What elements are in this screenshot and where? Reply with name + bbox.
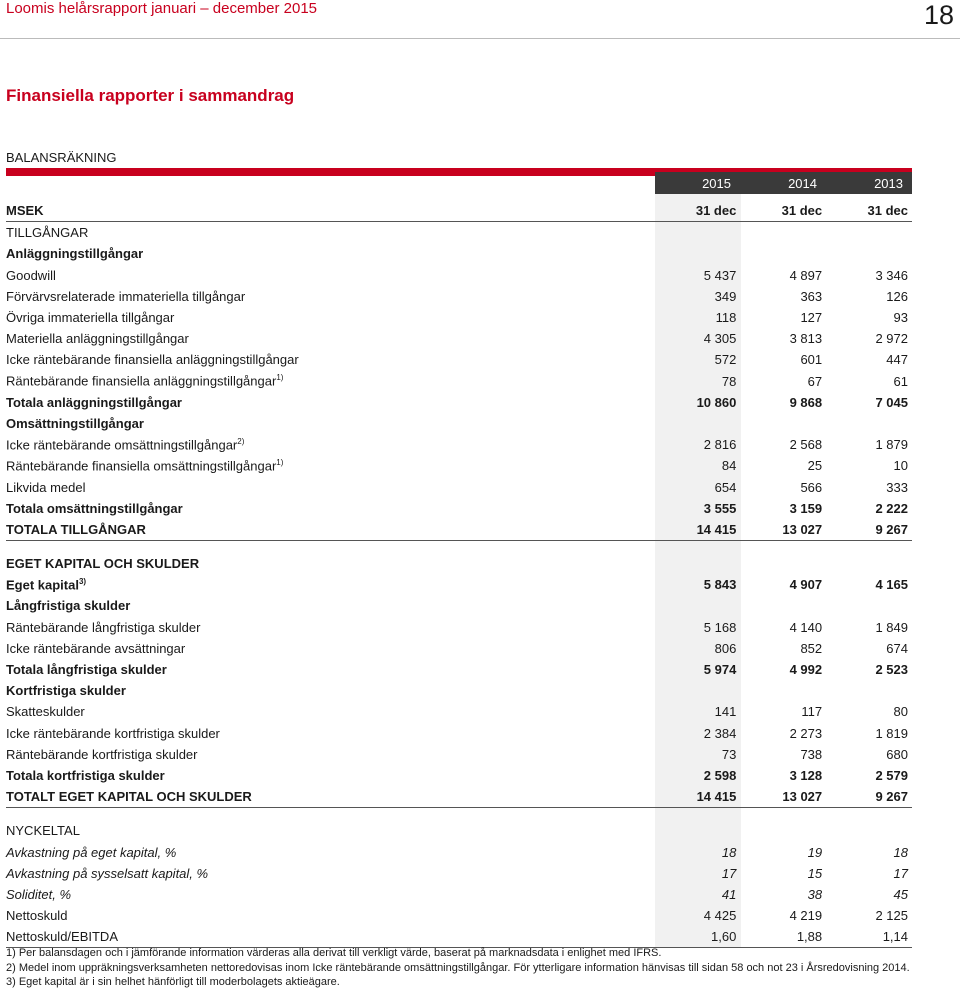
table-row xyxy=(6,498,912,519)
value-2014: 4 219 xyxy=(789,908,823,924)
row-label-text: Avkastning på sysselsatt kapital, % xyxy=(6,865,209,881)
value-2014: 25 xyxy=(807,458,823,474)
row-label xyxy=(6,519,655,541)
value-2013 xyxy=(826,553,912,574)
footnote-ref: 3) xyxy=(78,577,87,587)
value-2015: 572 xyxy=(714,352,737,368)
value-2013: 1,14 xyxy=(826,926,912,948)
table-row xyxy=(6,553,912,574)
value-2013: 126 xyxy=(886,288,908,304)
row-label xyxy=(6,243,655,264)
row-label-text: Likvida medel xyxy=(6,479,86,495)
value-2013: 447 xyxy=(886,352,908,368)
value-2013 xyxy=(826,808,912,821)
footnote-ref: 1) xyxy=(276,373,284,383)
row-label xyxy=(6,455,655,476)
value-2015: 2 384 xyxy=(703,725,737,741)
year-header-2015: 2015 xyxy=(702,176,731,191)
value-2015: 5 437 xyxy=(703,267,737,283)
value-2014: 4 907 xyxy=(789,577,823,593)
value-2015 xyxy=(655,222,741,244)
value-2014 xyxy=(740,222,826,244)
value-2015: 5 168 xyxy=(703,619,737,635)
table-row xyxy=(6,434,912,455)
row-label-text: Materiella anläggningstillgångar xyxy=(6,331,189,347)
row-label-text: Icke räntebärande kortfristiga skulder xyxy=(6,725,220,741)
row-label xyxy=(6,574,655,595)
table-row xyxy=(6,926,912,948)
value-2013: 1 879 xyxy=(875,437,908,453)
value-2014: 15 xyxy=(807,865,823,881)
value-2013: 9 267 xyxy=(826,786,912,808)
value-2014 xyxy=(740,541,826,554)
value-2014 xyxy=(740,553,826,574)
table-row xyxy=(6,659,912,680)
value-2013 xyxy=(826,820,912,841)
value-2015: 73 xyxy=(721,746,737,762)
value-2013: 1 819 xyxy=(875,725,908,741)
year-header-bar xyxy=(655,172,912,194)
row-label-text: Goodwill xyxy=(6,267,56,283)
row-label-text: Icke räntebärande avsättningar xyxy=(6,640,186,656)
balance-sheet-table xyxy=(6,200,912,948)
value-2013: 1 849 xyxy=(875,619,908,635)
row-label-text: Långfristiga skulder xyxy=(6,598,131,614)
row-label-text: Nettoskuld/EBITDA xyxy=(6,929,118,945)
footnotes xyxy=(6,946,912,990)
value-2013 xyxy=(826,413,912,434)
table-row xyxy=(6,765,912,786)
row-label-text: Övriga immateriella tillgångar xyxy=(6,310,175,326)
table-row xyxy=(6,574,912,595)
value-2014 xyxy=(740,680,826,701)
value-2014: 31 dec xyxy=(740,200,826,222)
row-label-text: Räntebärande finansiella omsättningstillgångar xyxy=(6,458,277,474)
value-2014: 4 897 xyxy=(789,267,823,283)
table-row xyxy=(6,222,912,244)
table-row xyxy=(6,841,912,862)
value-2015: 78 xyxy=(721,373,737,389)
value-2013: 31 dec xyxy=(826,200,912,222)
value-2015 xyxy=(655,243,741,264)
value-2013: 18 xyxy=(893,844,908,860)
value-2014: 566 xyxy=(800,479,823,495)
value-2014: 3 159 xyxy=(789,500,823,516)
value-2015: 4 425 xyxy=(703,908,737,924)
value-2015: 5 974 xyxy=(703,662,737,678)
row-label xyxy=(6,723,655,744)
value-2013 xyxy=(826,680,912,701)
row-label xyxy=(6,498,655,519)
row-label xyxy=(6,808,655,821)
value-2014: 1,88 xyxy=(740,926,826,948)
row-label-text: Avkastning på eget kapital, % xyxy=(6,844,177,860)
value-2013 xyxy=(826,541,912,554)
row-label-text: Anläggningstillgångar xyxy=(6,246,144,262)
value-2015: 84 xyxy=(721,458,737,474)
row-label xyxy=(6,553,655,574)
table-row xyxy=(6,265,912,286)
table-row xyxy=(6,595,912,616)
value-2015 xyxy=(655,541,741,554)
value-2015: 14 415 xyxy=(655,519,741,541)
value-2013: 4 165 xyxy=(875,577,908,593)
value-2015: 1,60 xyxy=(655,926,741,948)
page-number: 18 xyxy=(923,0,954,30)
row-label-text: Omsättningstillgångar xyxy=(6,415,144,431)
row-label-text: EGET KAPITAL OCH SKULDER xyxy=(6,556,200,572)
row-label xyxy=(6,371,655,392)
table-row xyxy=(6,413,912,434)
table-row xyxy=(6,820,912,841)
table-row xyxy=(6,680,912,701)
footnote-ref: 1) xyxy=(276,458,284,468)
table-row xyxy=(6,476,912,497)
row-label xyxy=(6,701,655,722)
row-label-text: NYCKELTAL xyxy=(6,823,80,839)
value-2013: 93 xyxy=(893,310,908,326)
row-label xyxy=(6,349,655,370)
table-row xyxy=(6,455,912,476)
value-2013: 2 523 xyxy=(875,662,908,678)
row-label-text: Förvärvsrelaterade immateriella tillgångar xyxy=(6,288,246,304)
row-label xyxy=(6,884,655,905)
row-label xyxy=(6,744,655,765)
table-row xyxy=(6,200,912,222)
value-2015: 654 xyxy=(714,479,737,495)
value-2013: 333 xyxy=(886,479,908,495)
row-label xyxy=(6,595,655,616)
value-2013: 9 267 xyxy=(826,519,912,541)
row-label-text: Skatteskulder xyxy=(6,704,85,720)
table-row xyxy=(6,617,912,638)
value-2013: 2 972 xyxy=(875,331,908,347)
value-2014: 852 xyxy=(800,640,823,656)
value-2014: 2 273 xyxy=(789,725,823,741)
value-2013: 45 xyxy=(893,886,908,902)
value-2013: 2 222 xyxy=(875,500,908,516)
value-2014 xyxy=(740,413,826,434)
value-2014: 2 568 xyxy=(789,437,823,453)
row-label xyxy=(6,680,655,701)
row-label-text: Kortfristiga skulder xyxy=(6,683,126,699)
row-label xyxy=(6,617,655,638)
value-2015: 806 xyxy=(714,640,737,656)
value-2015 xyxy=(655,553,741,574)
value-2015: 18 xyxy=(721,844,737,860)
row-label-text: TOTALT EGET KAPITAL OCH SKULDER xyxy=(6,789,252,805)
value-2014: 601 xyxy=(800,352,823,368)
value-2014: 13 027 xyxy=(740,786,826,808)
footnote-1: 1) Per balansdagen och i jämförande information värderas alla derivat till verkligt värde, baserat på marknadsdata i enlighet med IFRS. xyxy=(6,947,662,959)
table-row xyxy=(6,286,912,307)
value-2013: 10 xyxy=(893,458,908,474)
footnote-ref: 2) xyxy=(237,436,245,446)
value-2014: 3 128 xyxy=(789,767,823,783)
value-2015: 17 xyxy=(721,865,737,881)
value-2014: 38 xyxy=(807,886,823,902)
row-label xyxy=(6,434,655,455)
value-2014: 117 xyxy=(801,704,823,720)
value-2014 xyxy=(740,820,826,841)
row-label xyxy=(6,863,655,884)
row-label xyxy=(6,413,655,434)
year-header-2014: 2014 xyxy=(788,176,817,191)
table-row xyxy=(6,905,912,926)
footnote-2: 2) Medel inom uppräkningsverksamheten nettoredovisas inom Icke räntebärande omsättningstillgångar. För ytterligare information hänvisas till sidan 58 och not 23 i Årsredovisning 2014. xyxy=(6,961,910,974)
value-2014: 13 027 xyxy=(740,519,826,541)
row-label-text: MSEK xyxy=(6,203,44,219)
value-2014 xyxy=(740,595,826,616)
table-row xyxy=(6,307,912,328)
row-label xyxy=(6,659,655,680)
row-label xyxy=(6,926,655,948)
value-2015 xyxy=(655,808,741,821)
value-2014 xyxy=(740,243,826,264)
row-label-text: Nettoskuld xyxy=(6,908,68,924)
row-label xyxy=(6,841,655,862)
value-2015: 2 598 xyxy=(703,767,737,783)
statement-title: BALANSRÄKNING xyxy=(6,150,117,165)
value-2015: 4 305 xyxy=(703,331,737,347)
table-row xyxy=(6,541,912,554)
value-2014: 4 992 xyxy=(789,662,823,678)
value-2013: 3 346 xyxy=(875,267,908,283)
table-row xyxy=(6,392,912,413)
row-label-text: Icke räntebärande omsättningstillgångar xyxy=(6,437,238,453)
value-2014: 738 xyxy=(800,746,823,762)
value-2013: 680 xyxy=(886,746,908,762)
header-divider xyxy=(0,38,960,39)
row-label-text: Eget kapital xyxy=(6,577,79,593)
value-2015: 141 xyxy=(714,704,737,720)
value-2015 xyxy=(655,413,741,434)
table-row xyxy=(6,349,912,370)
row-label-text: Totala omsättningstillgångar xyxy=(6,500,183,516)
row-label xyxy=(6,286,655,307)
row-label-text: Räntebärande långfristiga skulder xyxy=(6,619,201,635)
value-2015 xyxy=(655,820,741,841)
table-row xyxy=(6,701,912,722)
value-2013: 674 xyxy=(886,640,908,656)
table-row xyxy=(6,371,912,392)
value-2014: 67 xyxy=(807,373,823,389)
table-row xyxy=(6,328,912,349)
value-2014 xyxy=(740,808,826,821)
value-2013 xyxy=(826,595,912,616)
row-label xyxy=(6,476,655,497)
value-2013: 61 xyxy=(893,373,908,389)
table-row xyxy=(6,884,912,905)
row-label-text: TOTALA TILLGÅNGAR xyxy=(6,521,146,537)
value-2015: 2 816 xyxy=(703,437,737,453)
row-label xyxy=(6,200,655,222)
row-label-text: Icke räntebärande finansiella anläggningstillgångar xyxy=(6,352,299,368)
table-row xyxy=(6,863,912,884)
section-title: Finansiella rapporter i sammandrag xyxy=(6,86,295,105)
row-label-text: Totala kortfristiga skulder xyxy=(6,767,165,783)
value-2014: 9 868 xyxy=(789,394,823,410)
row-label xyxy=(6,392,655,413)
value-2014: 4 140 xyxy=(789,619,823,635)
value-2015: 10 860 xyxy=(696,394,737,410)
value-2015: 31 dec xyxy=(655,200,741,222)
value-2014: 127 xyxy=(800,310,823,326)
table-row xyxy=(6,786,912,808)
value-2015: 349 xyxy=(714,288,737,304)
value-2015: 5 843 xyxy=(703,577,737,593)
value-2013: 7 045 xyxy=(875,394,908,410)
value-2013 xyxy=(826,243,912,264)
row-label xyxy=(6,265,655,286)
row-label xyxy=(6,820,655,841)
value-2013: 2 579 xyxy=(875,767,908,783)
row-label xyxy=(6,222,655,244)
value-2014: 363 xyxy=(800,288,823,304)
value-2014: 19 xyxy=(807,844,823,860)
row-label-text: Totala långfristiga skulder xyxy=(6,662,167,678)
report-header-title: Loomis helårsrapport januari – december 2015 xyxy=(6,0,318,17)
footnote-3: 3) Eget kapital är i sin helhet hänförligt till moderbolagets aktieägare. xyxy=(6,976,340,988)
row-label-text: Totala anläggningstillgångar xyxy=(6,394,182,410)
table-row xyxy=(6,744,912,765)
table-row xyxy=(6,808,912,821)
row-label-text: Räntebärande kortfristiga skulder xyxy=(6,746,198,762)
value-2015: 14 415 xyxy=(655,786,741,808)
row-label xyxy=(6,307,655,328)
table-row xyxy=(6,723,912,744)
value-2015: 3 555 xyxy=(703,500,737,516)
row-label xyxy=(6,765,655,786)
value-2015: 41 xyxy=(721,886,737,902)
value-2015 xyxy=(655,680,741,701)
value-2013: 17 xyxy=(893,865,908,881)
row-label xyxy=(6,786,655,808)
row-label-text: Räntebärande finansiella anläggningstillgångar xyxy=(6,373,277,389)
value-2015: 118 xyxy=(715,310,737,326)
row-label xyxy=(6,638,655,659)
value-2013 xyxy=(826,222,912,244)
row-label xyxy=(6,328,655,349)
value-2013: 2 125 xyxy=(875,908,908,924)
row-label-text: Soliditet, % xyxy=(6,886,72,902)
value-2014: 3 813 xyxy=(789,331,823,347)
year-header-2013: 2013 xyxy=(874,176,903,191)
table-row xyxy=(6,638,912,659)
value-2015 xyxy=(655,595,741,616)
table-row xyxy=(6,519,912,541)
value-2013: 80 xyxy=(893,704,908,720)
row-label-text: TILLGÅNGAR xyxy=(6,225,89,241)
row-label xyxy=(6,541,655,554)
table-row xyxy=(6,243,912,264)
row-label xyxy=(6,905,655,926)
